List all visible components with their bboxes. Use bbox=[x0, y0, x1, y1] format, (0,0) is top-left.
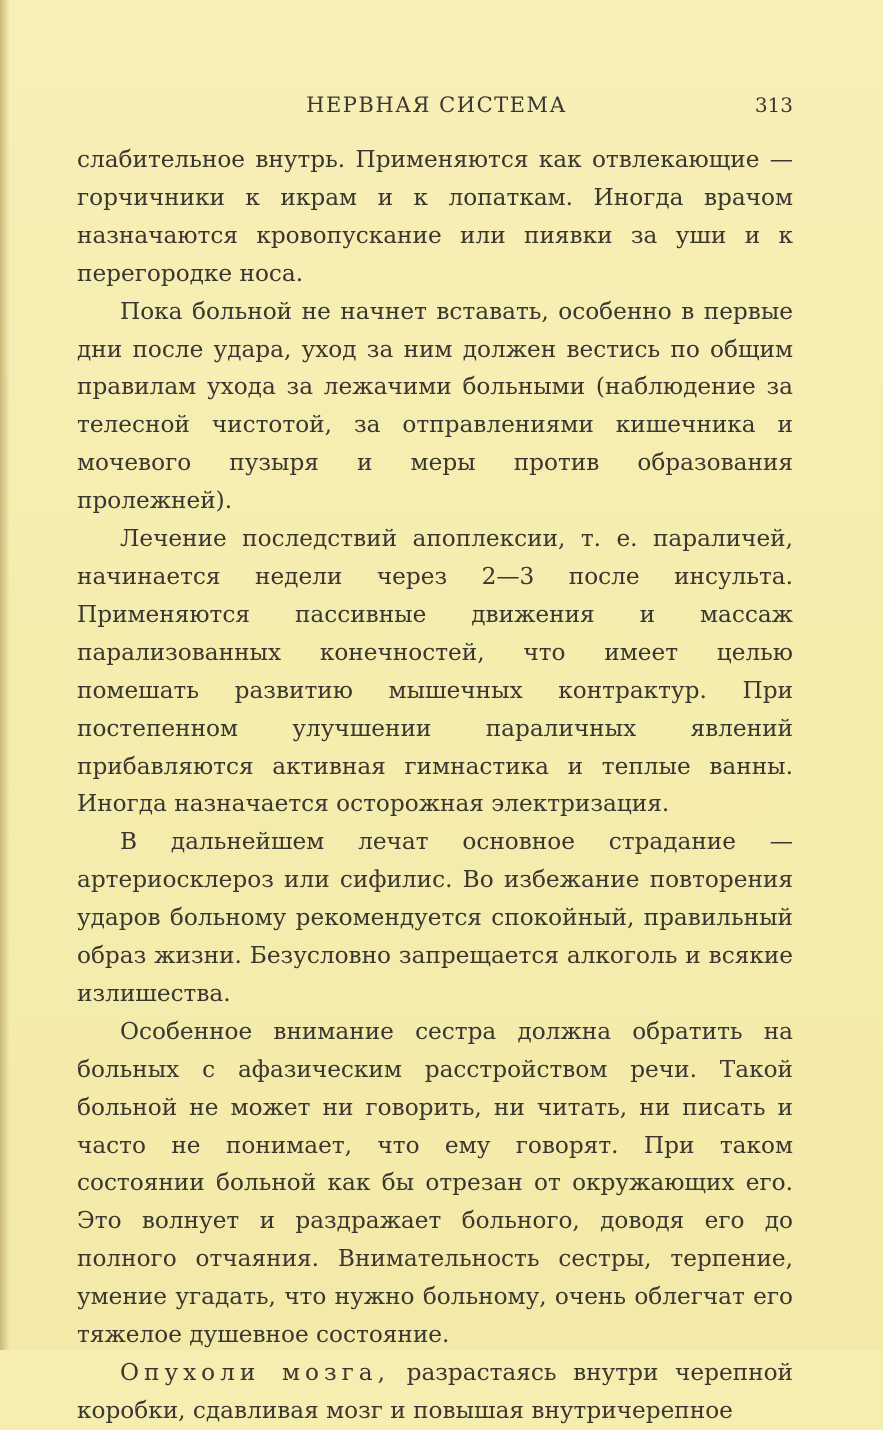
chapter-title: НЕРВНАЯ СИСТЕМА bbox=[306, 93, 567, 117]
paragraph-4: В дальнейшем лечат основное страдание — артериосклероз или сифилис. Во избежание повторения ударов больному рекомендуется спокойный, правильный образ жизни. Безусловно запрещается алкоголь и всякие излишества. bbox=[77, 828, 793, 1007]
running-head bbox=[80, 90, 793, 120]
page-number: 313 bbox=[754, 93, 793, 117]
paragraph-1: слабительное внутрь. Применяются как отвлекающие — горчичники к икрам и к лопаткам. Иногда врачом назначаются кровопускание или пиявки за уши и к перегородке носа. bbox=[77, 146, 793, 287]
body-text bbox=[77, 141, 793, 1430]
paragraph-6-text: разрастаясь внутри черепной коробки, сдавливая мозг и повышая внутричерепное bbox=[77, 1359, 793, 1424]
paragraph-6 bbox=[77, 1354, 793, 1430]
page-edge-shadow bbox=[0, 0, 10, 1350]
paragraph-2: Пока больной не начнет вставать, особенно в первые дни после удара, уход за ним должен вестись по общим правилам ухода за лежачими больными (наблюдение за телесной чистотой, за отправлениями кишечника и мочевого пузыря и меры против образования пролежней). bbox=[77, 297, 793, 515]
paragraph-3: Лечение последствий апоплексии, т. е. параличей, начинается недели через 2—3 после инсульта. Применяются пассивные движения и массаж парализованных конечностей, что имеет целью помешать развитию мышечных контрактур. При постепенном улучшении параличных явлений прибавляются активная гимнастика и теплые ванны. Иногда назначается осторожная электризация. bbox=[77, 525, 793, 818]
paragraph-5: Особенное внимание сестра должна обратить на больных с афазическим расстройством речи. Такой больной не может ни говорить, ни читать, ни писать и часто не понимает, что ему говорят. При таком состоянии больной как бы отрезан от окружающих его. Это волнует и раздражает больного, доводя его до полного отчаяния. Внимательность сестры, терпение, умение угадать, что нужно больному, очень облегчат его тяжелое душевное состояние. bbox=[77, 1017, 793, 1349]
emphasized-term: Опухоли мозга, bbox=[120, 1359, 390, 1386]
